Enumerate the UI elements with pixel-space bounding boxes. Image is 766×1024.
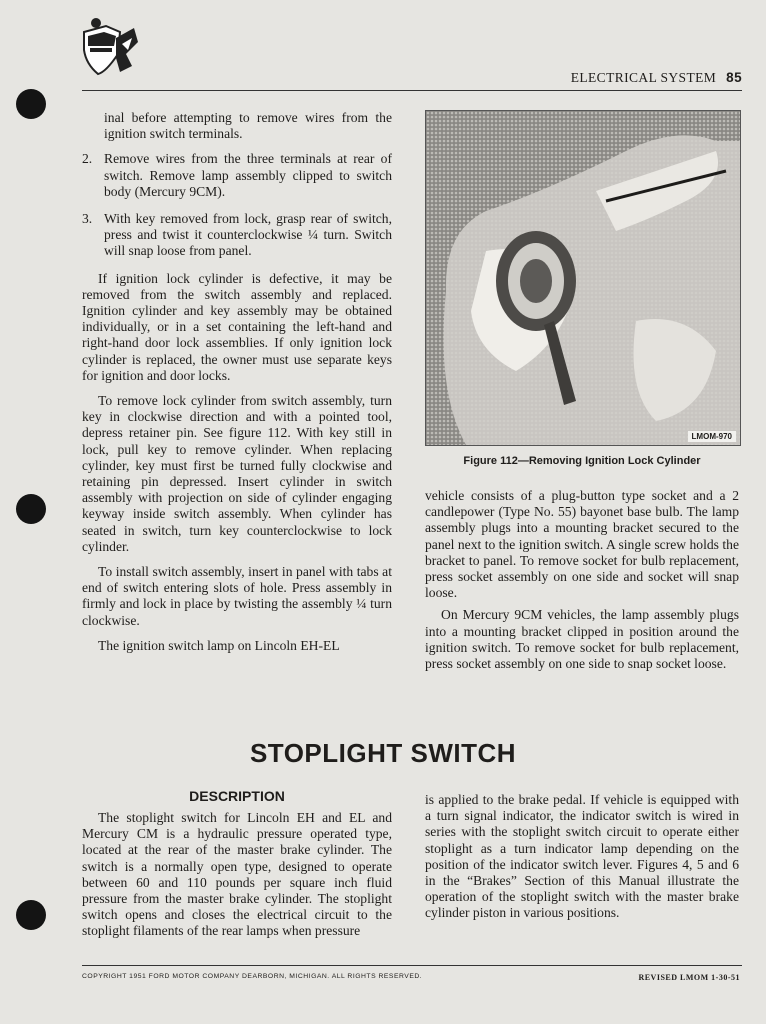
paragraph: The stoplight switch for Lincoln EH and EL and Mercury CM is a hydraulic pressure operated type, located at the rear of the master brake cylinder. The switch is a normally open type, designed to operate between 60 and 110 pounds per square inch fluid pressure from the master brake cylinder. The stoplight switch opens and closes the electrical circuit to the stoplight filaments of the rear lamps when pressure — [82, 810, 392, 939]
paragraph: The ignition switch lamp on Lincoln EH-EL — [98, 637, 340, 653]
punch-hole — [16, 89, 46, 119]
paragraph: is applied to the brake pedal. If vehicle is equipped with a turn signal indicator, the indicator switch is wired in series with the stoplight switch circuit to operate either stoplight as a turn indicator lamp depending on the position of the indicator switch lever. Figures 4, 5 and 6 in the “Brakes” Section of this Manual illustrate the operation of the stoplight switch with the master brake cylinder piston in various positions. — [425, 792, 739, 921]
step-item — [82, 151, 392, 200]
left-column — [82, 110, 392, 663]
header-rule — [82, 90, 742, 91]
paragraph: To install switch assembly, insert in panel with tabs at end of switch entering slots of hole. Press assembly in firmly and lock in place by twisting the assembly ¼ turn clockwise. — [82, 564, 392, 628]
right-column — [425, 488, 739, 681]
footer-revised: REVISED LMOM 1-30-51 — [638, 973, 740, 982]
punch-hole — [16, 494, 46, 524]
paragraph: vehicle consists of a plug-button type socket and a 2 candlepower (Type No. 55) bayonet base bulb. The lamp assembly plugs into a mounting bracket secured to the panel next to the ignition switch. A single screw holds the bracket to panel. To remove socket for bulb replacement, press socket assembly on one side and socket will snap loose. — [425, 488, 739, 601]
paragraph: To remove lock cylinder from switch assembly, turn key in clockwise direction and with a pointed tool, depress retainer pin. See figure 112. With key still in lock, pull key to remove cylinder. When replacing cylinder, key must first be turned fully clockwise and retaining pin depressed. Insert cylinder in switch assembly with projection on side of cylinder engaging keyway inside switch assembly. When cylinder has seated in switch, turn key counterclockwise to lock cylinder. — [82, 393, 392, 554]
step-item — [82, 211, 392, 260]
section-title: STOPLIGHT SWITCH — [249, 738, 517, 768]
section-right-column — [425, 792, 739, 931]
paragraph: On Mercury 9CM vehicles, the lamp assembly plugs into a mounting bracket clipped in position around the ignition switch. To remove socket for bulb replacement, press socket assembly on one side to snap socket loose. — [425, 607, 739, 672]
page-header — [540, 70, 742, 86]
paragraph: If ignition lock cylinder is defective, it may be removed from the switch assembly and replaced. Ignition cylinder and key assembly may be obtained individually, or in a set containing the left-hand and right-hand door lock assemblies. If only ignition lock cylinder is replaced, the owner must use separate keys for ignition and door locks. — [82, 270, 392, 383]
footer-copyright: COPYRIGHT 1951 FORD MOTOR COMPANY DEARBORN, MICHIGAN. ALL RIGHTS RESERVED. — [82, 973, 423, 980]
page-number: 85 — [726, 70, 742, 85]
section-name: ELECTRICAL SYSTEM — [570, 70, 717, 85]
continuation-text: inal before attempting to remove wires from the ignition switch terminals. — [104, 110, 392, 142]
figure-photo — [425, 110, 741, 446]
punch-hole — [16, 900, 46, 930]
section-subheading: DESCRIPTION — [189, 788, 285, 804]
figure-caption: Figure 112—Removing Ignition Lock Cylinder — [463, 455, 701, 467]
step-text: With key removed from lock, grasp rear of switch, press and twist it counterclockwise ¼ turn. Switch will snap loose from panel. — [104, 211, 392, 259]
step-number: 2. — [82, 151, 93, 167]
footer-rule — [82, 965, 742, 966]
step-number: 3. — [82, 211, 93, 227]
crest-logo-icon — [76, 14, 142, 78]
section-left-column — [82, 810, 392, 949]
step-text: Remove wires from the three terminals at rear of switch. Remove lamp assembly clipped to switch body (Mercury 9CM). — [104, 151, 392, 199]
figure-code: LMOM-970 — [688, 431, 736, 442]
